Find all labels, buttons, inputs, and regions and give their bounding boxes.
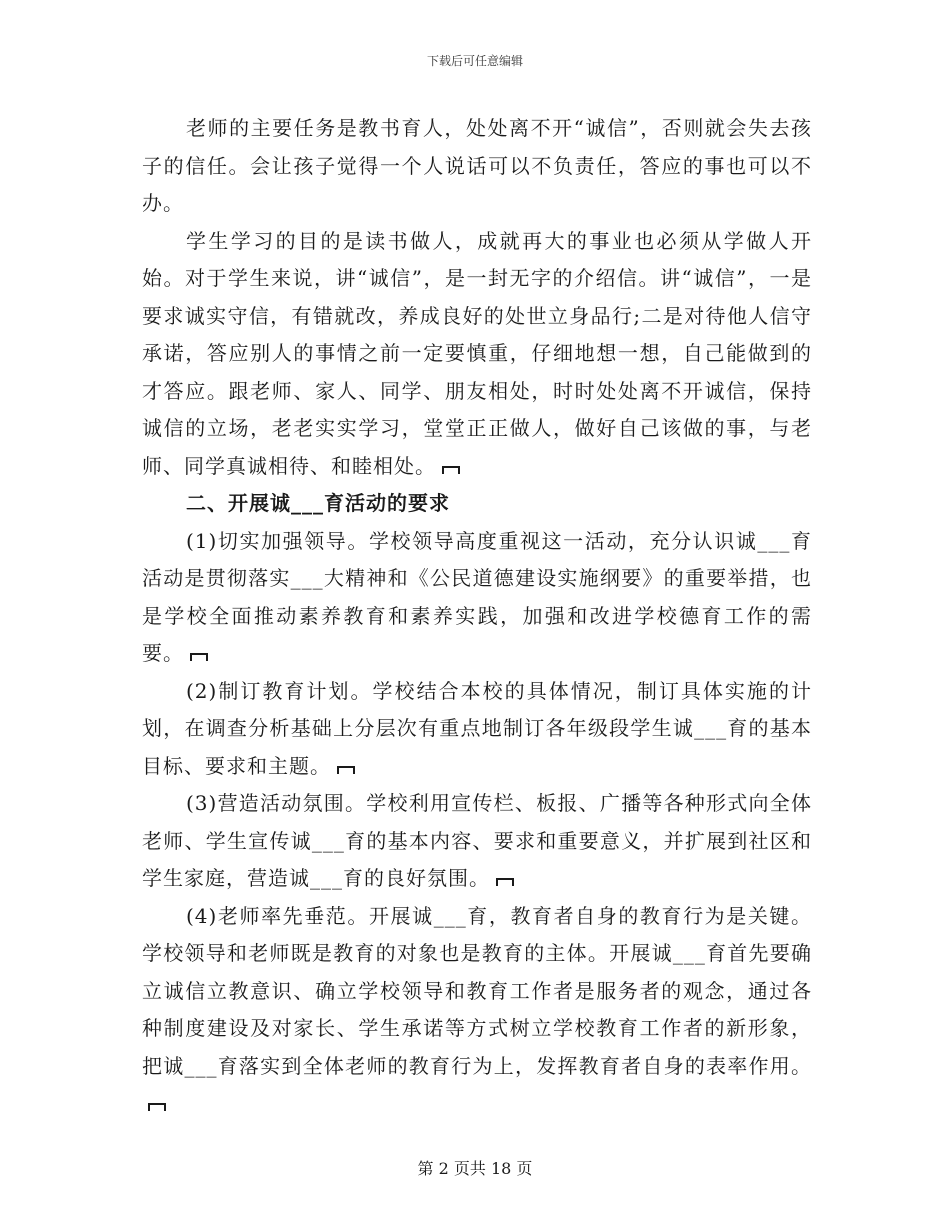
page-number-footer: 第 2 页共 18 页 bbox=[417, 1159, 533, 1178]
requirement-text: (1)切实加强领导。学校领导高度重视这一活动，充分认识诚___育活动是贯彻落实___大精神和《公民道德建设实施纲要》的重要举措，也是学校全面推动素养教育和素养实践，加强和改进学校德育工作的需要。 bbox=[142, 528, 812, 665]
requirement-item-2 bbox=[142, 673, 812, 786]
paragraph-end-mark-icon bbox=[190, 653, 208, 661]
paragraph-text: 老师的主要任务是教书育人，处处离不开“诚信”，否则就会失去孩子的信任。会让孩子觉得一个人说话可以不负责任，答应的事也可以不办。 bbox=[142, 116, 812, 215]
paragraph-end-mark-icon bbox=[337, 766, 355, 774]
paragraph-end-mark-icon bbox=[496, 878, 514, 886]
paragraph-teacher-integrity bbox=[142, 110, 812, 223]
paragraph-text: 学生学习的目的是读书做人，成就再大的事业也必须从学做人开始。对于学生来说，讲“诚信”，是一封无字的介绍信。讲“诚信”，一是要求诚实守信，有错就改，养成良好的处世立身品行;二是对待他人信守承诺，答应别人的事情之前一定要慎重，仔细地想一想，自己能做到的才答应。跟老师、家人、同学、朋友相处，时时处处离不开诚信，保持诚信的立场，老老实实学习，堂堂正正做人，做好自己该做的事，与老师、同学真诚相待、和睦相处。 bbox=[142, 228, 812, 478]
requirement-item-4 bbox=[142, 898, 812, 1123]
requirement-item-1 bbox=[142, 523, 812, 673]
page-header: 下载后可任意编辑 bbox=[426, 54, 523, 68]
paragraph-end-mark-icon bbox=[148, 1103, 166, 1111]
paragraph-end-mark-icon bbox=[442, 466, 460, 474]
document-body bbox=[142, 110, 812, 1123]
requirement-text: (2)制订教育计划。学校结合本校的具体情况，制订具体实施的计划，在调查分析基础上分层次有重点地制订各年级段学生诚___育的基本目标、要求和主题。 bbox=[142, 678, 812, 778]
requirement-text: (4)老师率先垂范。开展诚___育，教育者自身的教育行为是关键。学校领导和老师既是教育的对象也是教育的主体。开展诚___育首先要确立诚信立教意识、确立学校领导和教育工作者是服务者的观念，通过各种制度建设及对家长、学生承诺等方式树立学校教育工作者的新形象，把诚___育落实到全体老师的教育行为上，发挥教育者自身的表率作用。 bbox=[142, 903, 812, 1078]
requirement-item-3 bbox=[142, 785, 812, 898]
requirement-text: (3)营造活动氛围。学校利用宣传栏、板报、广播等各种形式向全体老师、学生宣传诚___育的基本内容、要求和重要意义，并扩展到社区和学生家庭，营造诚___育的良好氛围。 bbox=[142, 791, 812, 890]
paragraph-student-integrity bbox=[142, 223, 812, 486]
section-heading: 二、开展诚___育活动的要求 bbox=[186, 491, 450, 515]
